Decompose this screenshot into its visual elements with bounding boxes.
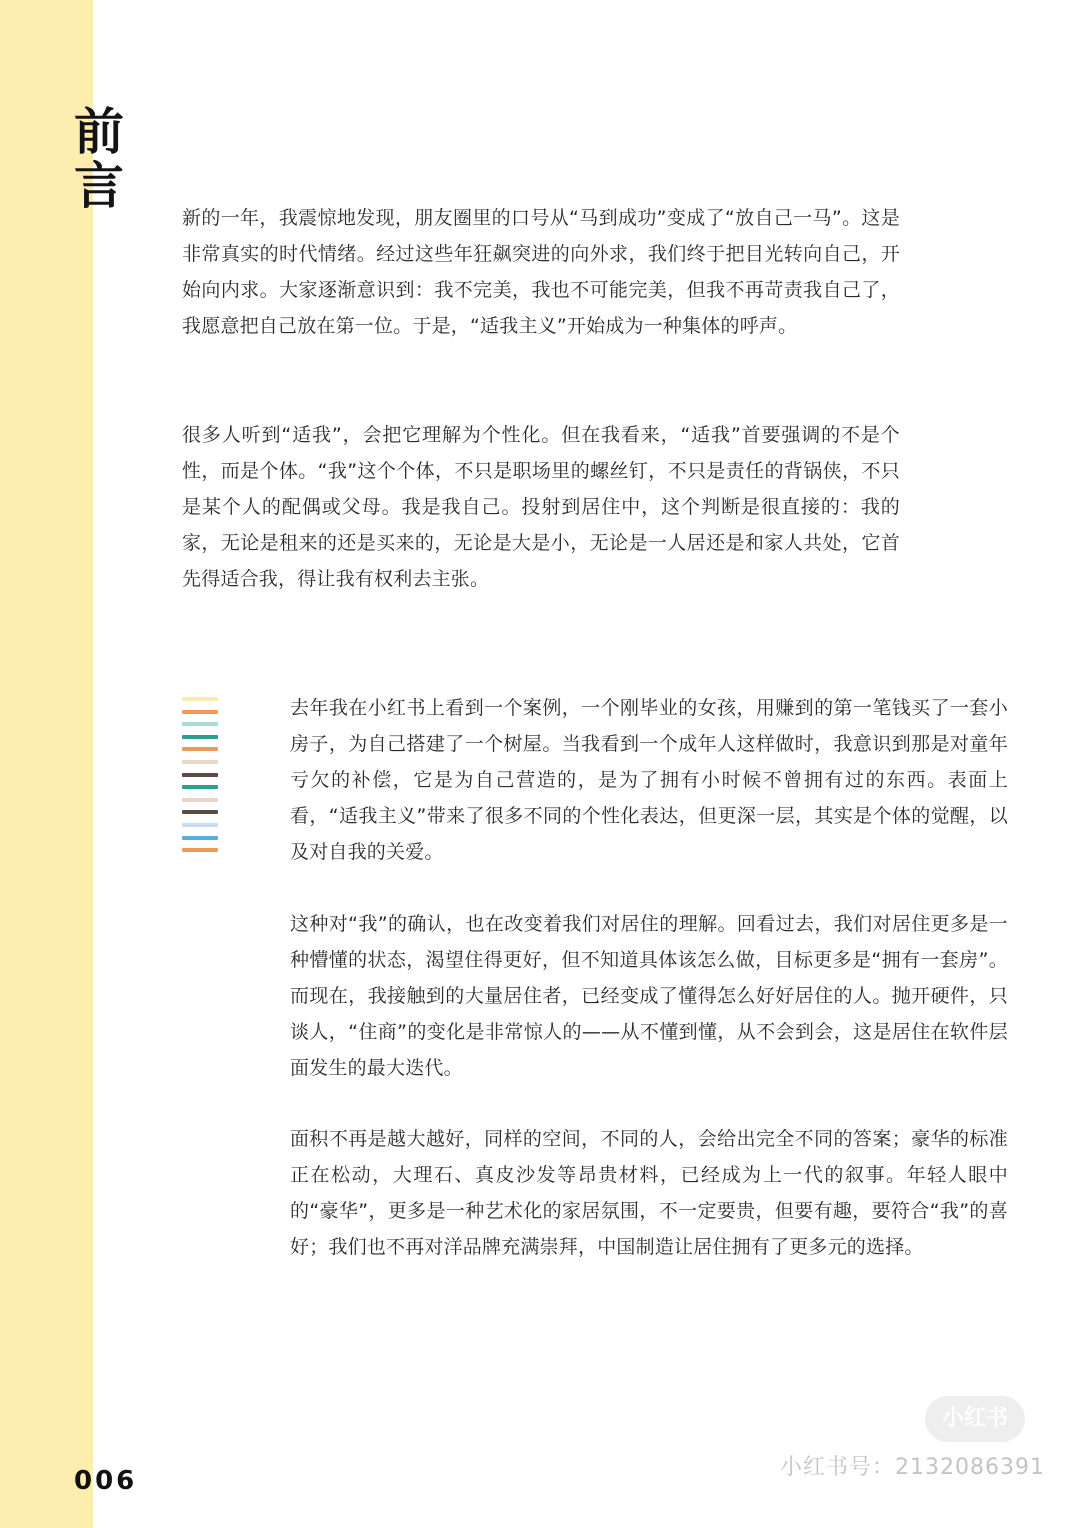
decor-stripe <box>182 848 218 852</box>
decor-stripe <box>182 810 218 814</box>
decor-stripe <box>182 823 218 827</box>
paragraph-1: 新的一年，我震惊地发现，朋友圈里的口号从“马到成功”变成了“放自己一马”。这是非常真实的时代情绪。经过这些年狂飙突进的向外求，我们终于把目光转向自己，开始向内求。大家逐渐意识到：我不完美，我也不可能完美，但我不再苛责我自己了，我愿意把自己放在第一位。于是，“适我主义”开始成为一种集体的呼声。 <box>182 207 900 337</box>
watermark-account-id: 小红书号：2132086391 <box>780 1455 1045 1480</box>
decor-stripe <box>182 710 218 714</box>
decor-stripe <box>182 722 218 726</box>
side-color-band <box>0 0 93 1528</box>
paragraph-5: 面积不再是越大越好，同样的空间，不同的人，会给出完全不同的答案；豪华的标准正在松动，大理石、真皮沙发等昂贵材料，已经成为上一代的叙事。年轻人眼中的“豪华”，更多是一种艺术化的家居氛围，不一定要贵，但要有趣，要符合“我”的喜好；我们也不再对洋品牌充满崇拜，中国制造让居住拥有了更多元的选择。 <box>290 1128 1008 1258</box>
decor-stripe <box>182 747 218 751</box>
decor-stripe <box>182 798 218 802</box>
page-title-char-2: 言 <box>74 157 124 215</box>
paragraph-3: 去年我在小红书上看到一个案例，一个刚毕业的女孩，用赚到的第一笔钱买了一套小房子，为自己搭建了一个树屋。当我看到一个成年人这样做时，我意识到那是对童年亏欠的补偿，它是为自己营造的，是为了拥有小时候不曾拥有过的东西。表面上看，“适我主义”带来了很多不同的个性化表达，但更深一层，其实是个体的觉醒，以及对自我的关爱。 <box>290 697 1008 863</box>
decor-stripe <box>182 773 218 777</box>
paragraph-2: 很多人听到“适我”，会把它理解为个性化。但在我看来，“适我”首要强调的不是个性，而是个体。“我”这个个体，不只是职场里的螺丝钉，不只是责任的背锅侠，不只是某个人的配偶或父母。我是我自己。投射到居住中，这个判断是很直接的：我的家，无论是租来的还是买来的，无论是大是小，无论是一人居还是和家人共处，它首先得适合我，得让我有权利去主张。 <box>182 424 900 590</box>
page-number: 006 <box>74 1466 138 1496</box>
decor-stripe <box>182 735 218 739</box>
decorative-stripes <box>182 697 218 861</box>
decor-stripe <box>182 785 218 789</box>
decor-stripe <box>182 836 218 840</box>
decor-stripe <box>182 697 218 701</box>
watermark-logo: 小红书 <box>925 1396 1025 1442</box>
decor-stripe <box>182 760 218 764</box>
paragraph-4: 这种对“我”的确认，也在改变着我们对居住的理解。回看过去，我们对居住更多是一种懵懂的状态，渴望住得更好，但不知道具体该怎么做，目标更多是“拥有一套房”。而现在，我接触到的大量居住者，已经变成了懂得怎么好好居住的人。抛开硬件，只谈人，“住商”的变化是非常惊人的——从不懂到懂，从不会到会，这是居住在软件层面发生的最大迭代。 <box>290 913 1008 1079</box>
page-title-char-1: 前 <box>74 103 124 161</box>
